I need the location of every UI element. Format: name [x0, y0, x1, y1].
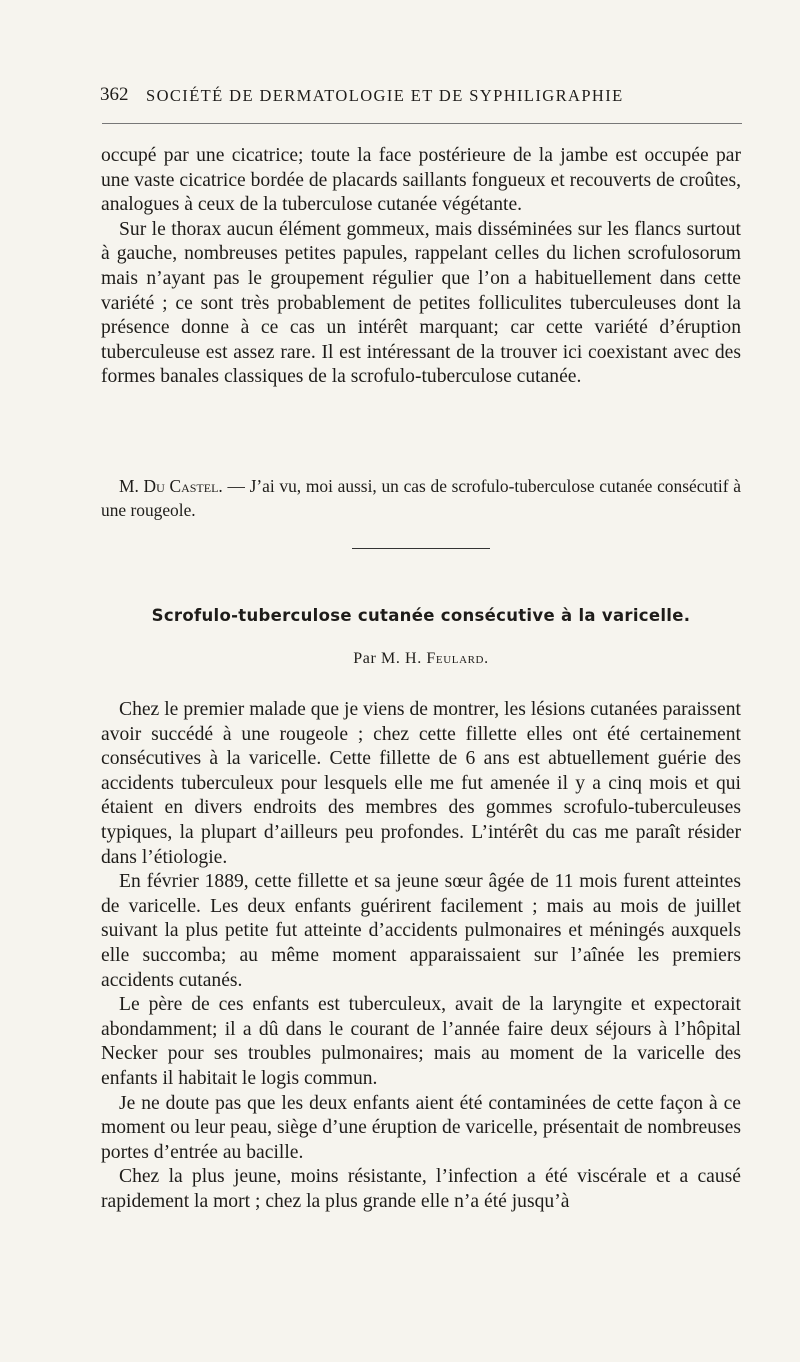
remark-paragraph	[101, 474, 741, 522]
article-body	[101, 698, 741, 1214]
paragraph: occupé par une cicatrice; toute la face postérieure de la jambe est occupée par une vaste cicatrice bordée de placards saillants fongueux et recouverts de croûtes, analogues à ceux de la tuberculose cutanée végétante.	[101, 145, 741, 216]
header-rule	[102, 123, 742, 124]
intro-section	[101, 144, 741, 390]
remark-speaker: M. Du Castel.	[119, 476, 223, 496]
section-divider	[352, 548, 490, 549]
paragraph: Le père de ces enfants est tuberculeux, avait de la laryngite et expectorait abondamment; il a dû dans le courant de l’année faire deux séjours à l’hôpital Necker pour ses troubles pulmonaires; mais au moment de la varicelle des enfants il habitait le logis commun.	[101, 994, 741, 1089]
article-title: Scrofulo-tuberculose cutanée consécutive à la varicelle.	[151, 606, 691, 625]
page-number: 362	[100, 84, 129, 105]
author-name: Feulard.	[426, 650, 489, 667]
paragraph: Je ne doute pas que les deux enfants aient été contaminées de cette façon à ce moment ou leur peau, siège d’une éruption de varicelle, présentait de nombreuses portes d’entrée au bacille.	[101, 1092, 741, 1163]
paragraph: Chez la plus jeune, moins résistante, l’infection a été viscérale et a causé rapidement la mort ; chez la plus grande elle n’a été jusqu’à	[101, 1166, 741, 1212]
remark-text: — J’ai vu, moi aussi, un cas de scrofulo-tuberculose cutanée consécutif à une rougeole.	[101, 476, 741, 520]
paragraph: En février 1889, cette fillette et sa jeune sœur âgée de 11 mois furent atteintes de varicelle. Les deux enfants guérirent facilement ; mais au mois de juillet suivant la plus petite fut atteinte d’accidents pulmonaires et méningés auxquels elle succomba; au même moment apparaissaient sur l’aînée les premiers accidents cutanés.	[101, 871, 741, 991]
byline-prefix: Par M. H.	[353, 650, 427, 667]
paragraph: Sur le thorax aucun élément gommeux, mais disséminées sur les flancs surtout à gauche, nombreuses petites papules, rappelant celles du lichen scrofulosorum mais n’ayant pas le groupement régulier que l’on a habituellement dans cette variété ; ce sont très probablement de petites folliculites tuberculeuses dont la présence donne à ce cas un intérêt marquant; car cette variété d’éruption tuberculeuse est assez rare. Il est intéressant de la trouver ici coexistant avec des formes banales classiques de la scrofulo-tuberculose cutanée.	[101, 218, 741, 388]
article-byline	[100, 650, 742, 668]
paragraph: Chez le premier malade que je viens de montrer, les lésions cutanées paraissent avoir succédé à une rougeole ; chez cette fillette elles ont été certainement consécutives à la varicelle. Cette fillette de 6 ans est abtuellement guérie des accidents tuberculeux pour lesquels elle me fut amenée il y a cinq mois et qui étaient en divers endroits des membres des gommes scrofulo-tuberculeuses typiques, la plupart d’ailleurs peu profondes. L’intérêt du cas me paraît résider dans l’étiologie.	[101, 699, 741, 868]
remark-section	[101, 474, 741, 522]
running-title: SOCIÉTÉ DE DERMATOLOGIE ET DE SYPHILIGRAPHIE	[146, 86, 624, 105]
running-header	[100, 84, 742, 112]
